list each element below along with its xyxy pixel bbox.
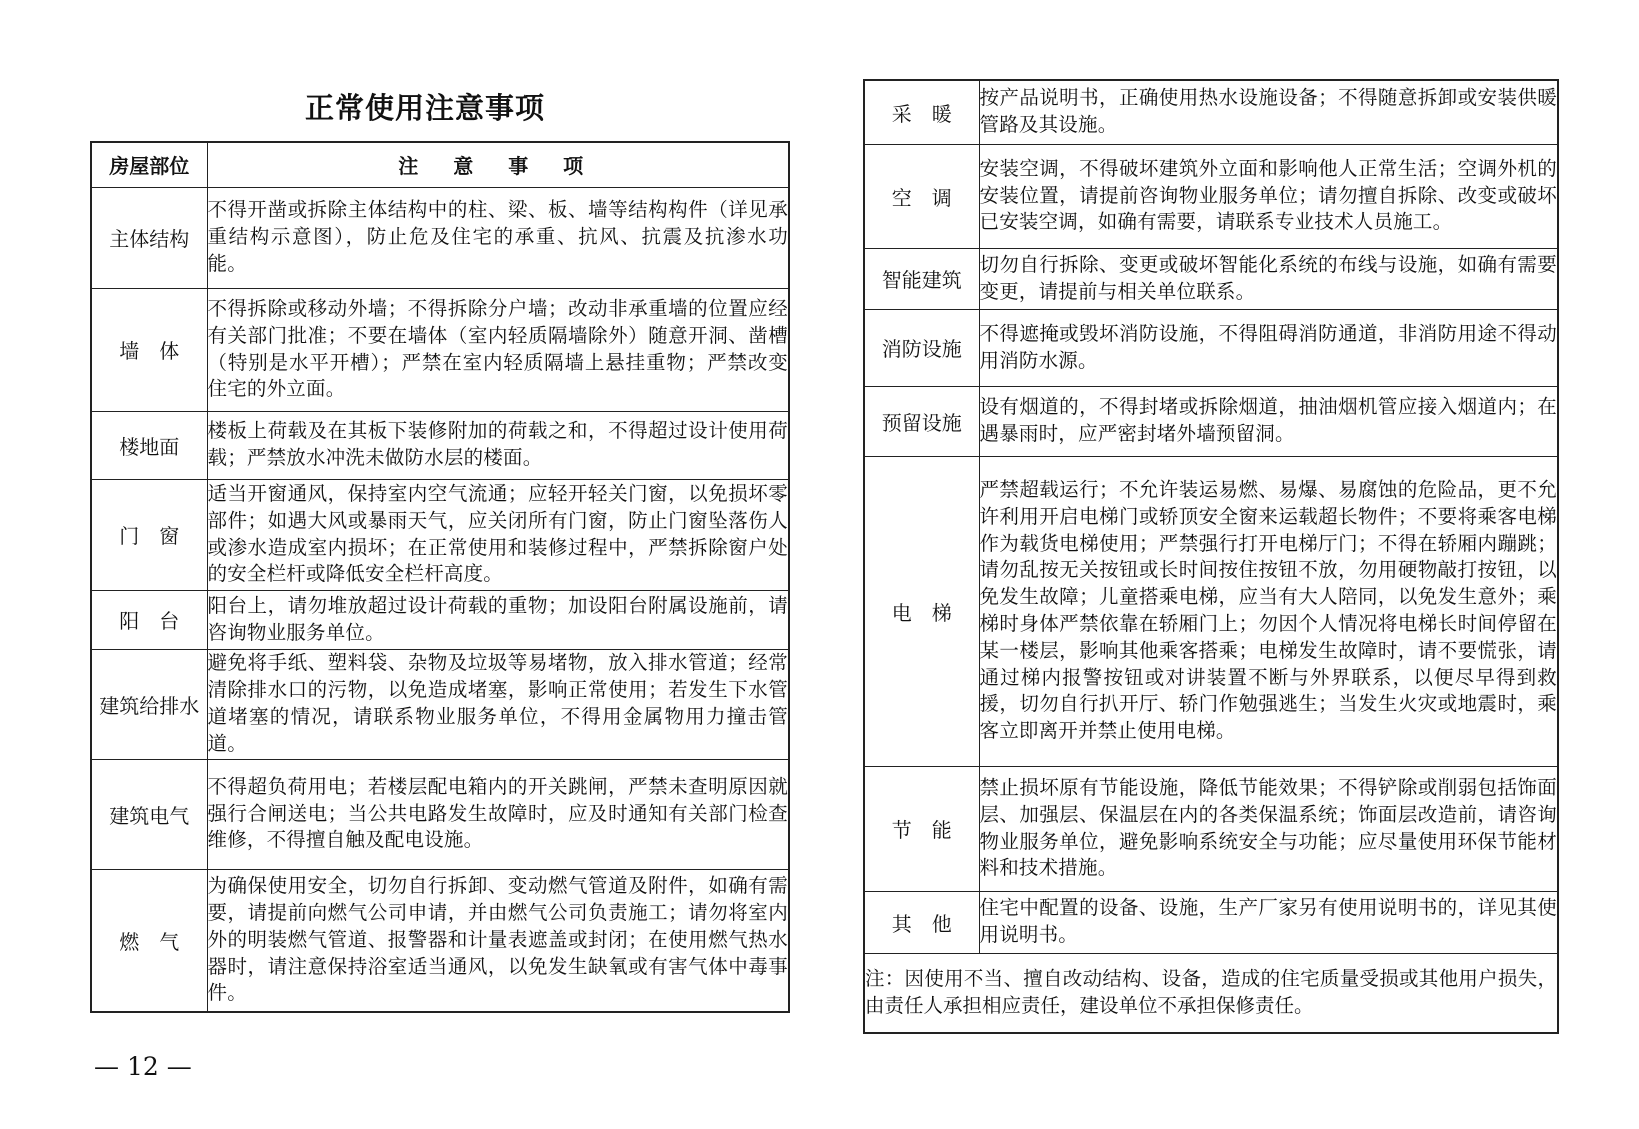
- row-category: 消防设施: [864, 309, 979, 386]
- table-row: [864, 80, 1558, 144]
- row-text: 切勿自行拆除、变更或破坏智能化系统的布线与设施，如确有需要变更，请提前与相关单位联系。: [979, 248, 1558, 309]
- row-text: 避免将手纸、塑料袋、杂物及垃圾等易堵物，放入排水管道；经常清除排水口的污物，以免造成堵塞，影响正常使用；若发生下水管道堵塞的情况，请联系物业服务单位，不得用金属物用力撞击管道。: [207, 649, 789, 759]
- row-category: 智能建筑: [864, 248, 979, 309]
- header-location: 房屋部位: [91, 142, 207, 187]
- row-category: 楼地面: [91, 411, 207, 479]
- row-category: 节 能: [864, 766, 979, 891]
- table-row: [91, 759, 789, 869]
- header-notes: 注 意 事 项: [207, 142, 789, 187]
- table-row: [91, 479, 789, 590]
- row-text: 不得遮掩或毁坏消防设施，不得阻碍消防通道，非消防用途不得动用消防水源。: [979, 309, 1558, 386]
- row-text: 严禁超载运行；不允许装运易燃、易爆、易腐蚀的危险品，更不允许利用开启电梯门或轿顶安全窗来运载超长物件；不要将乘客电梯作为载货电梯使用；严禁强行打开电梯厅门；不得在轿厢内蹦跳；请勿乱按无关按钮或长时间按住按钮不放，勿用硬物敲打按钮，以免发生故障；儿童搭乘电梯，应当有大人陪同，以免发生意外；乘梯时身体严禁依靠在轿厢门上；勿因个人情况将电梯长时间停留在某一楼层，影响其他乘客搭乘；电梯发生故障时，请不要慌张，请通过梯内报警按钮或对讲装置不断与外界联系，以便尽早得到救援，切勿自行扒开厅、轿门作勉强逃生；当发生火灾或地震时，乘客立即离开并禁止使用电梯。: [979, 456, 1558, 766]
- table-row: [864, 309, 1558, 386]
- table-row: [864, 891, 1558, 953]
- row-category: 预留设施: [864, 386, 979, 456]
- table-row: [864, 766, 1558, 891]
- table-row: [864, 144, 1558, 248]
- table-row: [91, 649, 789, 759]
- row-text: 不得拆除或移动外墙；不得拆除分户墙；改动非承重墙的位置应经有关部门批准；不要在墙体（室内轻质隔墙除外）随意开洞、凿槽（特别是水平开槽）；严禁在室内轻质隔墙上悬挂重物；严禁改变住宅的外立面。: [207, 288, 789, 411]
- row-text: 阳台上，请勿堆放超过设计荷载的重物；加设阳台附属设施前，请咨询物业服务单位。: [207, 590, 789, 649]
- table-row: [91, 187, 789, 288]
- row-category: 采 暖: [864, 80, 979, 144]
- row-category: 电 梯: [864, 456, 979, 766]
- row-text: 不得开凿或拆除主体结构中的柱、梁、板、墙等结构构件（详见承重结构示意图），防止危及住宅的承重、抗风、抗震及抗渗水功能。: [207, 187, 789, 288]
- row-category: 主体结构: [91, 187, 207, 288]
- table-row: [864, 248, 1558, 309]
- row-text: 为确保使用安全，切勿自行拆卸、变动燃气管道及附件，如确有需要，请提前向燃气公司申请，并由燃气公司负责施工；请勿将室内外的明装燃气管道、报警器和计量表遮盖或封闭；在使用燃气热水器时，请注意保持浴室适当通风，以免发生缺氧或有害气体中毒事件。: [207, 869, 789, 1012]
- row-text: 安装空调，不得破坏建筑外立面和影响他人正常生活；空调外机的安装位置，请提前咨询物业服务单位；请勿擅自拆除、改变或破坏已安装空调，如确有需要，请联系专业技术人员施工。: [979, 144, 1558, 248]
- table-header-row: [91, 142, 789, 187]
- footnote: 注：因使用不当、擅自改动结构、设备，造成的住宅质量受损或其他用户损失，由责任人承担相应责任，建设单位不承担保修责任。: [864, 953, 1558, 1033]
- row-text: 适当开窗通风，保持室内空气流通；应轻开轻关门窗，以免损坏零部件；如遇大风或暴雨天气，应关闭所有门窗，防止门窗坠落伤人或渗水造成室内损坏；在正常使用和装修过程中，严禁拆除窗户处的安全栏杆或降低安全栏杆高度。: [207, 479, 789, 590]
- row-text: 按产品说明书，正确使用热水设施设备；不得随意拆卸或安装供暖管路及其设施。: [979, 80, 1558, 144]
- table-row: [91, 288, 789, 411]
- row-category: 燃 气: [91, 869, 207, 1012]
- row-category: 建筑给排水: [91, 649, 207, 759]
- row-text: 禁止损坏原有节能设施，降低节能效果；不得铲除或削弱包括饰面层、加强层、保温层在内的各类保温系统；饰面层改造前，请咨询物业服务单位，避免影响系统安全与功能；应尽量使用环保节能材料和技术措施。: [979, 766, 1558, 891]
- row-text: 住宅中配置的设备、设施，生产厂家另有使用说明书的，详见其使用说明书。: [979, 891, 1558, 953]
- row-category: 其 他: [864, 891, 979, 953]
- page-title: 正常使用注意事项: [304, 91, 545, 125]
- page-number: — 12 —: [94, 1052, 192, 1081]
- row-text: 设有烟道的，不得封堵或拆除烟道，抽油烟机管应接入烟道内；在遇暴雨时，应严密封堵外墙预留洞。: [979, 386, 1558, 456]
- row-text: 不得超负荷用电；若楼层配电箱内的开关跳闸，严禁未查明原因就强行合闸送电；当公共电路发生故障时，应及时通知有关部门检查维修，不得擅自触及配电设施。: [207, 759, 789, 869]
- row-category: 墙 体: [91, 288, 207, 411]
- row-category: 门 窗: [91, 479, 207, 590]
- precautions-table-left: [90, 141, 790, 1013]
- row-category: 空 调: [864, 144, 979, 248]
- table-row: [91, 590, 789, 649]
- row-text: 楼板上荷载及在其板下装修附加的荷载之和，不得超过设计使用荷载；严禁放水冲洗未做防水层的楼面。: [207, 411, 789, 479]
- table-row: [91, 411, 789, 479]
- table-row: [91, 869, 789, 1012]
- table-row: [864, 456, 1558, 766]
- row-category: 建筑电气: [91, 759, 207, 869]
- row-category: 阳 台: [91, 590, 207, 649]
- table-row: [864, 386, 1558, 456]
- precautions-table-right: [863, 79, 1559, 1034]
- note-row: [864, 953, 1558, 1033]
